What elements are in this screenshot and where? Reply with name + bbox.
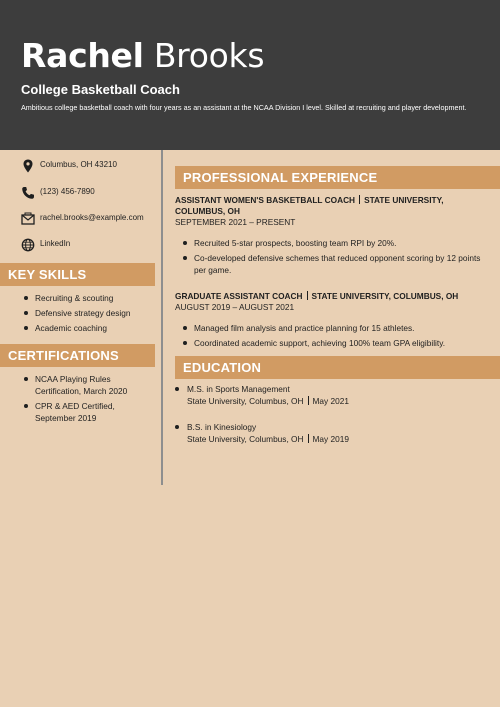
location-text: Columbus, OH 43210	[40, 160, 117, 169]
first-name: Rachel	[21, 36, 144, 75]
education-item	[175, 383, 349, 407]
experience-heading-text: PROFESSIONAL EXPERIENCE	[183, 170, 378, 185]
bullet-dot	[175, 425, 179, 429]
education-item	[175, 421, 349, 445]
separator	[359, 195, 360, 204]
certifications-heading-text: CERTIFICATIONS	[8, 348, 119, 363]
separator	[307, 291, 308, 300]
education-heading	[175, 356, 500, 379]
job-bullet: Co-developed defensive schemes that reduced opponent scoring by 12 points per game.	[183, 252, 483, 276]
job-2-dates: AUGUST 2019 – AUGUST 2021	[175, 302, 295, 312]
job-2-employer: STATE UNIVERSITY, COLUMBUS, OH	[311, 291, 459, 301]
bullet-dot	[175, 387, 179, 391]
skill-item: Academic coaching	[24, 322, 154, 334]
resume-header	[0, 0, 500, 150]
key-skills-heading-text: KEY SKILLS	[8, 267, 87, 282]
separator	[308, 396, 309, 405]
job-bullet: Coordinated academic support, achieving 100% team GPA eligibility.	[183, 337, 483, 349]
globe-icon	[21, 238, 35, 252]
school: State University, Columbus, OH	[187, 434, 304, 444]
job-bullet: Managed film analysis and practice planning for 15 athletes.	[183, 322, 483, 334]
linkedin-link[interactable]: LinkedIn	[40, 239, 71, 248]
experience-heading	[175, 166, 500, 189]
job-2-role: GRADUATE ASSISTANT COACH	[175, 291, 303, 301]
last-name: Brooks	[153, 36, 265, 75]
certifications-list	[24, 373, 136, 427]
separator	[308, 434, 309, 443]
degree: B.S. in Kinesiology	[187, 422, 257, 432]
degree: M.S. in Sports Management	[187, 384, 290, 394]
job-1-title	[175, 195, 475, 217]
job-1-employer: STATE UNIVERSITY, COLUMBUS, OH	[175, 195, 444, 216]
envelope-icon	[21, 212, 35, 226]
candidate-name	[21, 34, 264, 78]
certifications-heading	[0, 344, 155, 367]
map-pin-icon	[21, 159, 35, 173]
job-1-bullets	[183, 237, 483, 279]
profile-summary: Ambitious college basketball coach with four years as an assistant at the NCAA Division I level. Skilled at recruiting and player development.	[21, 103, 467, 112]
skills-list	[24, 292, 154, 337]
graduation-date: May 2021	[312, 396, 349, 406]
job-bullet: Recruited 5-star prospects, boosting team RPI by 20%.	[183, 237, 483, 249]
key-skills-heading	[0, 263, 155, 286]
graduation-date: May 2019	[312, 434, 349, 444]
school-line	[175, 395, 349, 407]
job-title-headline: College Basketball Coach	[21, 82, 180, 97]
column-divider	[161, 150, 163, 485]
certification-item: CPR & AED Certified, September 2019	[24, 400, 136, 424]
job-2-title	[175, 291, 475, 302]
school: State University, Columbus, OH	[187, 396, 304, 406]
job-2-bullets	[183, 322, 483, 352]
phone-text: (123) 456-7890	[40, 187, 95, 196]
skill-item: Defensive strategy design	[24, 307, 154, 319]
job-1-dates: SEPTEMBER 2021 – PRESENT	[175, 217, 296, 227]
certification-item: NCAA Playing Rules Certification, March 2020	[24, 373, 136, 397]
school-line	[175, 433, 349, 445]
phone-icon	[21, 186, 35, 200]
skill-item: Recruiting & scouting	[24, 292, 154, 304]
email-link[interactable]: rachel.brooks@example.com	[40, 213, 144, 222]
job-1-role: ASSISTANT WOMEN'S BASKETBALL COACH	[175, 195, 356, 205]
education-heading-text: EDUCATION	[183, 360, 262, 375]
